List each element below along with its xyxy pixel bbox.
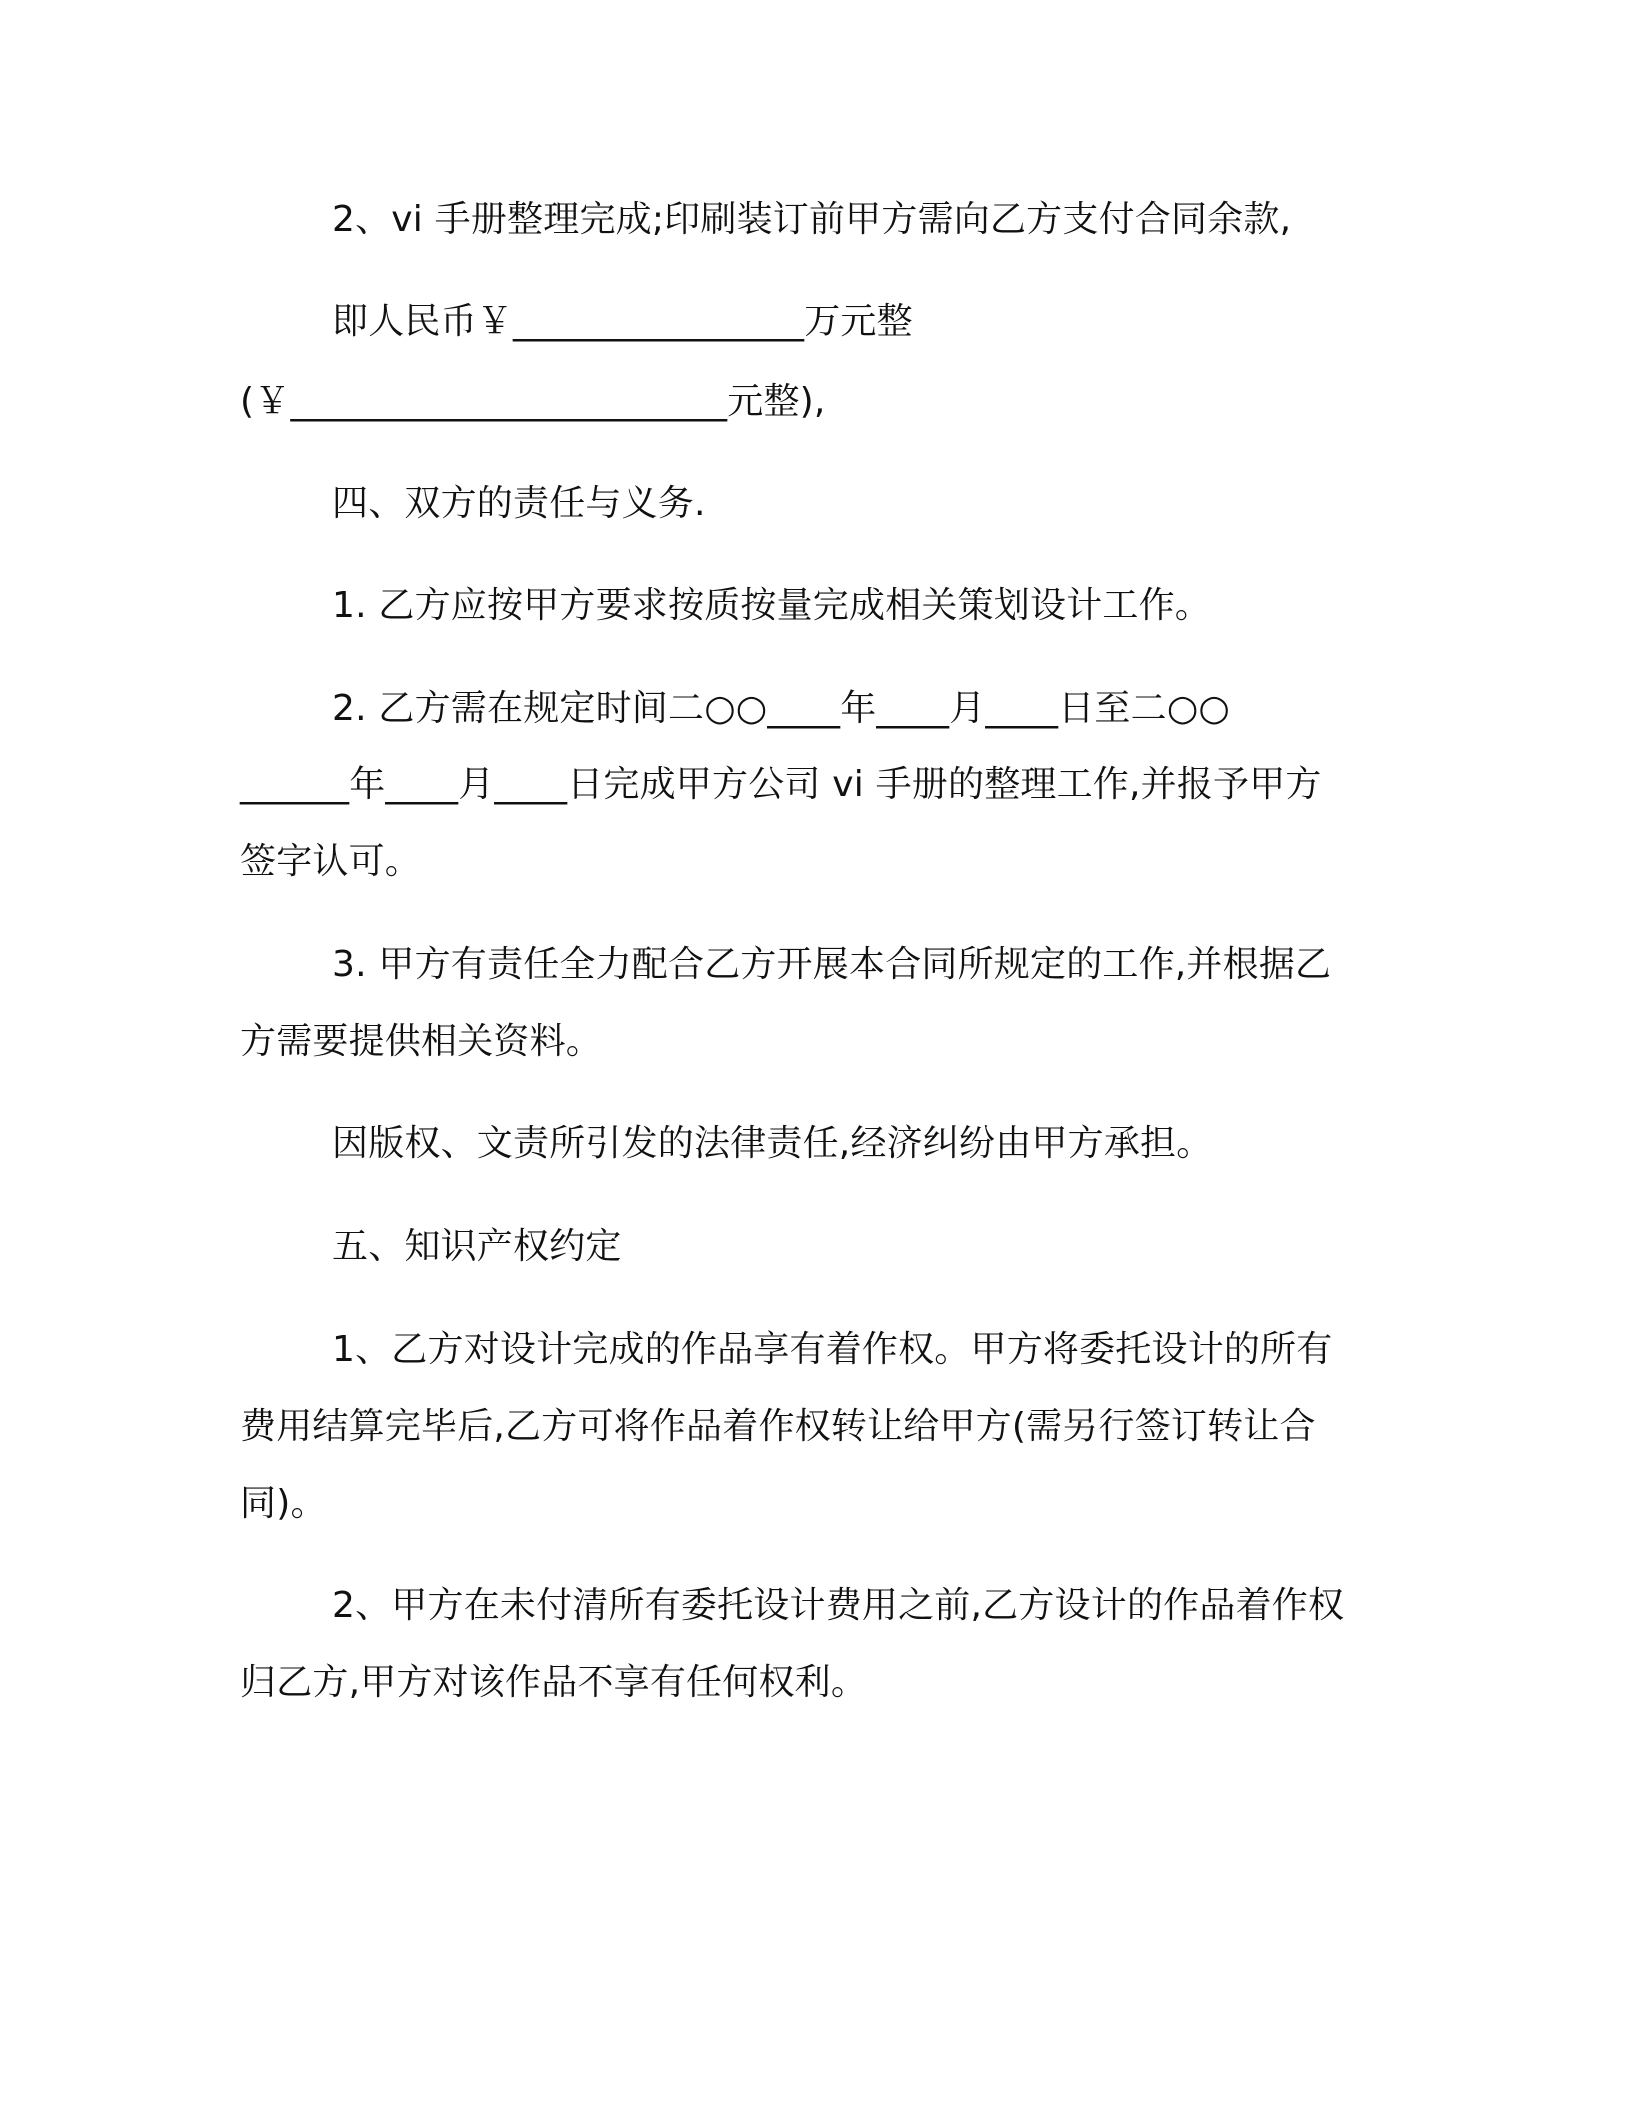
- ip-clause-2-line2: 归乙方,甲方对该作品不享有任何权利。: [240, 1662, 868, 1703]
- clause-3-text-line2: 方需要提供相关资料。: [240, 1021, 603, 1062]
- amount-yuan-line: (￥________________________元整),: [240, 381, 826, 422]
- clause-1-text: 1. 乙方应按甲方要求按质按量完成相关策划设计工作。: [332, 585, 1211, 626]
- section-heading-ip: 五、知识产权约定: [332, 1226, 622, 1267]
- clause-2-text-line2: ______年____月____日完成甲方公司 vi 手册的整理工作,并报予甲方: [240, 764, 1322, 805]
- clause-2-text-line3: 签字认可。: [240, 841, 422, 882]
- clause-2-text-line1: 2. 乙方需在规定时间二○○____年____月____日至二○○: [332, 688, 1231, 729]
- payment-balance-line: 2、vi 手册整理完成;印刷装订前甲方需向乙方支付合同余款,: [332, 199, 1292, 240]
- ip-clause-2-line1: 2、甲方在未付清所有委托设计费用之前,乙方设计的作品着作权: [332, 1585, 1345, 1626]
- amount-rmb-line: 即人民币￥________________万元整: [332, 301, 913, 342]
- ip-clause-1-line2: 费用结算完毕后,乙方可将作品着作权转让给甲方(需另行签订转让合: [240, 1406, 1316, 1447]
- ip-clause-1-line3: 同)。: [240, 1483, 327, 1524]
- section-heading-responsibilities: 四、双方的责任与义务.: [332, 483, 706, 524]
- ip-clause-1-line1: 1、乙方对设计完成的作品享有着作权。甲方将委托设计的所有: [332, 1329, 1333, 1370]
- liability-note: 因版权、文责所引发的法律责任,经济纠纷由甲方承担。: [332, 1123, 1213, 1164]
- clause-3-text-line1: 3. 甲方有责任全力配合乙方开展本合同所规定的工作,并根据乙: [332, 944, 1332, 985]
